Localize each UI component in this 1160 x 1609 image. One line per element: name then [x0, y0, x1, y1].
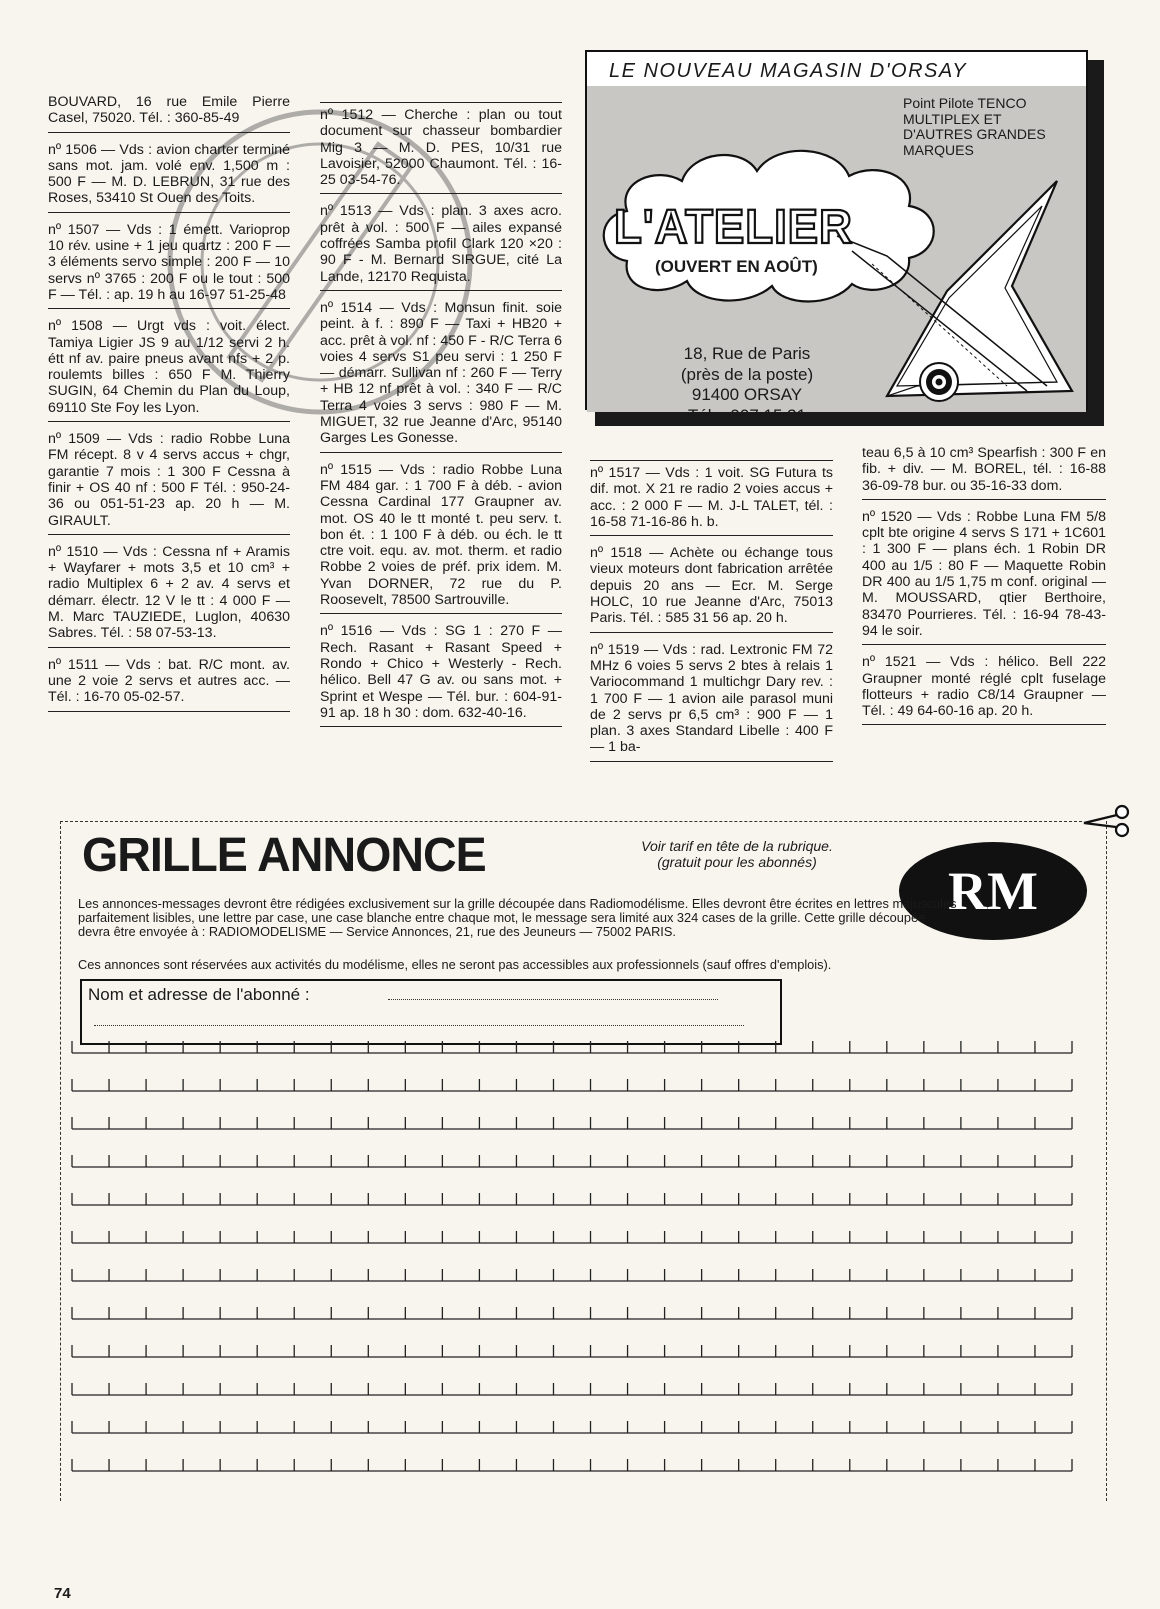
- grille-annonce-coupon: [60, 821, 1106, 1501]
- address-line: 91400 ORSAY: [691, 385, 803, 404]
- address-line: 18, Rue de Paris: [683, 344, 811, 363]
- classified-ad: teau 6,5 à 10 cm³ Spearfish : 300 F en fib. + div. — M. BOREL, tél. : 16-88 36-09-78 bur. ou 35-16-33 dom.: [862, 445, 1106, 500]
- shop-address: [667, 344, 827, 426]
- ad-header-text: LE NOUVEAU MAGASIN D'ORSAY: [609, 60, 968, 82]
- brand-line: MULTIPLEX ET: [903, 110, 1002, 127]
- classified-ad: nº 1506 — Vds : avion charter terminé sans mot. jam. volé env. 1,500 m : 500 F — M. D. LEBRUN, 31 rue des Roses, 53410 St Ouen des Toits.: [48, 140, 290, 213]
- atelier-logo: L'ATELIER: [614, 201, 853, 254]
- classified-ad: nº 1512 — Cherche : plan ou tout document sur chasseur bombardier Mig 3 — M. D. PES, 10/31 rue Lavoisier, 52000 Chaumont. Tél. : 16-25 03-54-76.: [320, 102, 562, 194]
- brand-list: [903, 96, 1046, 158]
- classified-ad: nº 1514 — Vds : Monsun finit. soie peint. à f. : 890 F — Taxi + HB20 + acc. prêt à vol. nf : 450 F - R/C Terra 6 voies 4 servs S1 peu servi : 1 250 F — démarr. Sullivan nf : 260 F — Terry + HB 12 nf prêt à vol. : 340 F — R/C Terra 4 voies 3 servs : 980 F — M. MIGUET, 32 rue Jeanne d'Arc, 95140 Garges Les Gonesse.: [320, 298, 562, 453]
- tarif-note: [580, 838, 894, 870]
- atelier-advertisement: [585, 50, 1104, 426]
- submission-rules: Les annonces-messages devront être rédigées exclusivement sur la grille découpée dans Radiomodélisme. Elles devront être écrites en lettres majuscules parfaitement lisibles, une lettre par case, une case blanche entre chaque mot, le message sera limité aux 324 cases de la grille. Cette grille découpée devra être envoyée à : RADIOMODELISME — Service Annonces, 21, rue des Jeuneurs — 75002 PARIS.: [78, 896, 957, 940]
- classified-ad: nº 1508 — Urgt vds : voit. élect. Tamiya Ligier JS 9 au 1/12 servi 2 h. étt nf av. paire pneus avant nfs + 2 p. roulemts billes : 650 F M. Thierry SUGIN, 64 Chemin du Plan du Loup, 69110 Ste Foy les Lyon.: [48, 316, 290, 422]
- classified-ad: nº 1511 — Vds : bat. R/C mont. av. une 2 voie 2 servs et autres acc. — Tél. : 16-70 05-02-57.: [48, 655, 290, 712]
- ads-column-3: [590, 460, 833, 769]
- classified-ad: nº 1519 — Vds : rad. Lextronic FM 72 MHz 6 voies 5 servs 2 btes à relais 1 Variocommand 1 multichgr Dary rev. : 1 700 F — 1 avion aile parasol muni de 2 servs pr 6,5 cm³ : 900 F — 1 plan. 3 axes Standard Libelle : 400 F — 1 ba-: [590, 640, 833, 762]
- address-dotted-line: [94, 1025, 744, 1026]
- brand-line: MARQUES: [903, 141, 974, 158]
- classified-ad: nº 1507 — Vds : 1 émett. Varioprop 10 rév. usine + 1 jeu quartz : 200 F — 3 éléments servo simple : 200 F — 10 servs nº 3765 : 200 F ou le tout : 500 F — Tél. : ap. 19 h au 16-97 51-25-48: [48, 220, 290, 309]
- ads-column-2: [320, 102, 562, 734]
- classified-ad: nº 1521 — Vds : hélico. Bell 222 Graupner monté réglé cplt fuselage flotteurs + radio C8/14 Graupner — Tél. : 49 64-60-16 ap. 20 h.: [862, 652, 1106, 725]
- subscriber-name-box[interactable]: [80, 979, 782, 1045]
- name-label: Nom et adresse de l'abonné :: [88, 985, 310, 1004]
- restriction-note: Ces annonces sont réservées aux activités du modélisme, elles ne seront pas accessibles aux professionnels (sauf offres d'emplois).: [78, 957, 832, 972]
- cut-line: [60, 821, 61, 1501]
- opening-note: (OUVERT EN AOÛT): [655, 257, 818, 276]
- cut-line: [60, 821, 1082, 822]
- classified-ad: nº 1509 — Vds : radio Robbe Luna FM récept. 8 v 4 servs accus + chgr, garantie 7 mois : 1 300 F Cessna à finir + OS 40 nf : 500 F Tél. : 950-24-36 ou 051-51-23 ap. 20 h — M. GIRAULT.: [48, 429, 290, 535]
- letter-grid[interactable]: [72, 1041, 1082, 1501]
- brand-line: Point Pilote TENCO: [903, 95, 1027, 111]
- ad-frame: [585, 50, 1088, 425]
- ads-column-1: [48, 94, 290, 719]
- classified-ad: nº 1516 — Vds : SG 1 : 270 F — Rech. Rasant + Rasant Speed + Rondo + Chico + Westerly - Rech. hélico. Bell 47 G av. ou sans mot. + Sprint et Wespe — Tél. bur. : 604-91-91 ap. 18 h 30 : dom. 632-40-16.: [320, 621, 562, 727]
- tarif-line: Voir tarif en tête de la rubrique.: [641, 838, 833, 854]
- ads-column-4: [862, 445, 1106, 732]
- scissors-icon: [1078, 803, 1134, 839]
- classified-ad: nº 1520 — Vds : Robbe Luna FM 5/8 cplt bte origine 4 servs S 171 + 1C601 : 1 300 F — plans éch. 1 Robin DR 400 au 1/5 : 80 F — Maquette Robin DR 400 au 1/5 1,75 m conf. original — M. MOUSSARD, qtier Berthoire, 83470 Pourrieres. Tél. : 16-94 78-43-94 le soir.: [862, 507, 1106, 645]
- cut-line: [1106, 821, 1107, 1501]
- address-line: Tél. : 907 15 31: [687, 405, 807, 425]
- brand-line: D'AUTRES GRANDES: [903, 126, 1046, 142]
- ad-header: [587, 52, 1086, 86]
- name-dotted-line: [388, 999, 718, 1000]
- rm-logo-text: RM: [948, 861, 1038, 921]
- grille-title: GRILLE ANNONCE: [82, 829, 486, 882]
- classified-ad: nº 1510 — Vds : Cessna nf + Aramis + Wayfarer + mots 3,5 et 10 cm³ + radio Multiplex 6 + 2 av. 4 servs et démarr. électr. 12 V le tt : 4 000 F — M. Marc TAUZIEDE, Luglon, 40630 Sabres. Tél. : 58 07-53-13.: [48, 542, 290, 648]
- page-number: 74: [54, 1585, 71, 1602]
- address-line: (près de la poste): [680, 364, 814, 384]
- classified-ad: nº 1517 — Vds : 1 voit. SG Futura ts dif. mot. X 21 re radio 2 voies accus + acc. : 2 000 F — M. J-L TALET, tél. : 16-58 71-16-86 h. b.: [590, 460, 833, 536]
- classified-ad: BOUVARD, 16 rue Emile Pierre Casel, 75020. Tél. : 360-85-49: [48, 94, 290, 133]
- classified-ad: nº 1513 — Vds : plan. 3 axes acro. prêt à vol. : 500 F — ailes expansé coffrées Samba profil Clark 120 ×20 : 90 F - M. Bernard SIRGUE, cité La Lande, 12170 Requista.: [320, 201, 562, 290]
- classified-ad: nº 1518 — Achète ou échange tous vieux moteurs dont fabrication arrêtée depuis 20 ans — Ecr. M. Serge HOLC, 10 rue Jeanne d'Arc, 75013 Paris. Tél. : 585 31 56 ap. 20 h.: [590, 543, 833, 632]
- tarif-line: (gratuit pour les abonnés): [657, 854, 817, 870]
- classified-ad: nº 1515 — Vds : radio Robbe Luna FM 484 gar. : 1 700 F à déb. - avion Cessna Cardinal 177 Graupner av. mot. OS 40 le tt monté t. peu serv. t. bon ét. : 1 100 F à déb. ou éch. le tt ctre voit. equ. av. mot. therm. et radio Robbe 2 voies de préf. prix idem. M. Yvan DORNER, 72 rue du P. Roosevelt, 78500 Sartrouville.: [320, 460, 562, 615]
